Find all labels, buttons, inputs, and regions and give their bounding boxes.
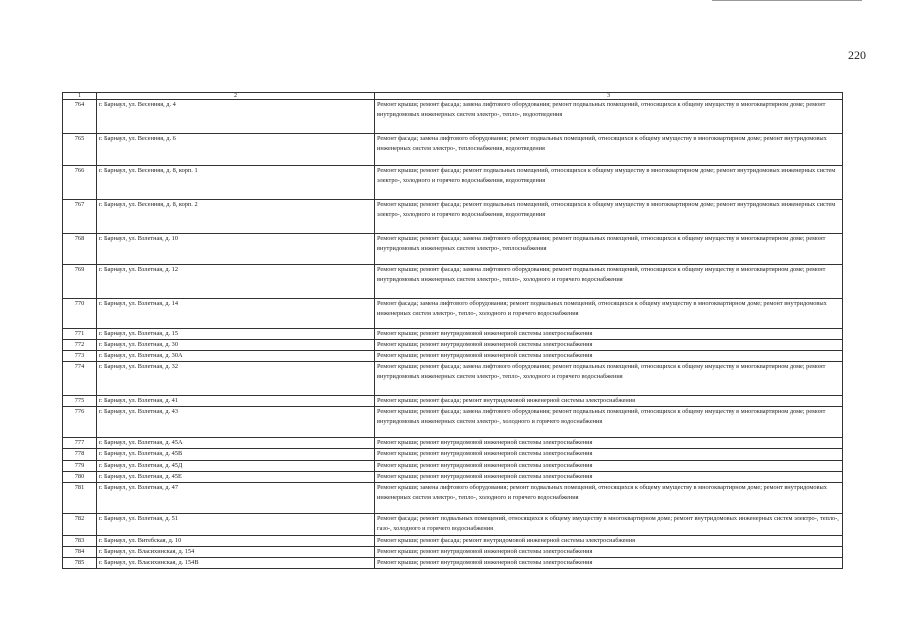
- table-row: [63, 482, 843, 513]
- row-number: 773: [63, 351, 97, 362]
- row-works: Ремонт крыши; замена лифтового оборудования; ремонт подвальных помещений, относящихся к общему имуществу в многоквартирном доме; ремонт внутридомовых инженерных систем электро-, тепло-, холодного и горячего водоснабжения: [375, 482, 843, 513]
- row-address: г. Барнаул, ул. Власихинская, д. 154В: [97, 557, 375, 568]
- row-address: г. Барнаул, ул. Взлетная, д. 51: [97, 513, 375, 535]
- row-works: Ремонт крыши; ремонт фасада; ремонт подвальных помещений, относящихся к общему имуществу в многоквартирном доме; ремонт внутридомовых инженерных систем электро-, холодного и горячего водоснабжения, водоотведения: [375, 166, 843, 200]
- table-row: [63, 340, 843, 351]
- row-address: г. Барнаул, ул. Весенняя, д. 8, корп. 2: [97, 200, 375, 234]
- header-col-2: 2: [97, 93, 375, 100]
- table-row: [63, 546, 843, 557]
- row-number: 775: [63, 396, 97, 407]
- row-works: Ремонт крыши; ремонт внутридомовой инженерной системы электроснабжения: [375, 351, 843, 362]
- table-row: [63, 166, 843, 200]
- row-works: Ремонт крыши; ремонт фасада; ремонт внутридомовой инженерной системы электроснабжения: [375, 396, 843, 407]
- row-number: 784: [63, 546, 97, 557]
- table-row: [63, 471, 843, 482]
- row-number: 769: [63, 265, 97, 299]
- row-works: Ремонт крыши; ремонт фасада; замена лифтового оборудования; ремонт подвальных помещений, относящихся к общему имуществу в многоквартирном доме; ремонт внутридомовых инженерных систем электро-, тепло-, водоотведения: [375, 100, 843, 134]
- table-row: [63, 299, 843, 329]
- row-works: Ремонт крыши; ремонт фасада; ремонт подвальных помещений, относящихся к общему имуществу в многоквартирном доме; ремонт внутридомовых инженерных систем электро-, холодного и горячего водоснабжения, водоотведения: [375, 200, 843, 234]
- row-works: Ремонт крыши; ремонт внутридомовой инженерной системы электроснабжения: [375, 449, 843, 460]
- table-row: [63, 557, 843, 568]
- row-works: Ремонт крыши; ремонт внутридомовой инженерной системы электроснабжения: [375, 546, 843, 557]
- row-address: г. Барнаул, ул. Взлетная, д. 45А: [97, 438, 375, 449]
- row-works: Ремонт крыши; ремонт внутридомовой инженерной системы электроснабжения: [375, 471, 843, 482]
- row-number: 785: [63, 557, 97, 568]
- row-number: 782: [63, 513, 97, 535]
- row-address: г. Барнаул, ул. Взлетная, д. 30: [97, 340, 375, 351]
- row-address: г. Барнаул, ул. Весенняя, д. 4: [97, 100, 375, 134]
- table-row: [63, 265, 843, 299]
- table-row: [63, 407, 843, 438]
- table-row: [63, 438, 843, 449]
- row-number: 780: [63, 471, 97, 482]
- table-row: [63, 513, 843, 535]
- row-address: г. Барнаул, ул. Взлетная, д. 14: [97, 299, 375, 329]
- row-address: г. Барнаул, ул. Власихинская, д. 154: [97, 546, 375, 557]
- row-number: 771: [63, 329, 97, 340]
- row-works: Ремонт крыши; ремонт фасада; замена лифтового оборудования; ремонт подвальных помещений, относящихся к общему имуществу в многоквартирном доме; ремонт внутридомовых инженерных систем электро-, холодного и горячего водоснабжения: [375, 407, 843, 438]
- row-works: Ремонт крыши; ремонт фасада; замена лифтового оборудования; ремонт подвальных помещений, относящихся к общему имуществу в многоквартирном доме; ремонт внутридомовых инженерных систем электро-, теплоснабжения: [375, 234, 843, 265]
- table-row: [63, 134, 843, 166]
- row-address: г. Барнаул, ул. Взлетная, д. 30А: [97, 351, 375, 362]
- row-address: г. Барнаул, ул. Весенняя, д. 8, корп. 1: [97, 166, 375, 200]
- row-works: Ремонт фасада; ремонт подвальных помещений, относящихся к общему имуществу в многоквартирном доме; ремонт внутридомовых инженерных систем электро-, тепло-, газо-, холодного и горячего водоснабжения: [375, 513, 843, 535]
- row-works: Ремонт крыши; ремонт фасада; замена лифтового оборудования; ремонт подвальных помещений, относящихся к общему имуществу в многоквартирном доме; ремонт внутридомовых инженерных систем электро-, тепло-, холодного и горячего водоснабжения: [375, 362, 843, 396]
- row-works: Ремонт крыши; ремонт фасада; ремонт внутридомовой инженерной системы электроснабжения: [375, 535, 843, 546]
- row-address: г. Барнаул, ул. Витебская, д. 10: [97, 535, 375, 546]
- row-number: 783: [63, 535, 97, 546]
- table-row: [63, 449, 843, 460]
- row-address: г. Барнаул, ул. Взлетная, д. 47: [97, 482, 375, 513]
- row-works: Ремонт крыши; ремонт фасада; замена лифтового оборудования; ремонт подвальных помещений, относящихся к общему имуществу в многоквартирном доме; ремонт внутридомовых инженерных систем электро-, тепло-, холодного и горячего водоснабжения: [375, 265, 843, 299]
- top-edge-line: [712, 0, 862, 1]
- row-works: Ремонт фасада; замена лифтового оборудования; ремонт подвальных помещений, относящихся к общему имуществу в многоквартирном доме; ремонт внутридомовых инженерных систем электро-, теплоснабжения, водоотведения: [375, 134, 843, 166]
- table-row: [63, 329, 843, 340]
- row-address: г. Барнаул, ул. Взлетная, д. 32: [97, 362, 375, 396]
- table-row: [63, 535, 843, 546]
- row-number: 770: [63, 299, 97, 329]
- row-number: 772: [63, 340, 97, 351]
- works-table: [62, 92, 843, 569]
- header-col-1: 1: [63, 93, 97, 100]
- table-body: [63, 93, 843, 569]
- table-row: [63, 362, 843, 396]
- row-address: г. Барнаул, ул. Взлетная, д. 12: [97, 265, 375, 299]
- row-number: 765: [63, 134, 97, 166]
- table-row: [63, 396, 843, 407]
- row-address: г. Барнаул, ул. Взлетная, д. 10: [97, 234, 375, 265]
- row-works: Ремонт крыши; ремонт внутридомовой инженерной системы электроснабжения: [375, 329, 843, 340]
- row-works: Ремонт крыши; ремонт внутридомовой инженерной системы электроснабжения: [375, 340, 843, 351]
- row-address: г. Барнаул, ул. Взлетная, д. 15: [97, 329, 375, 340]
- page-number: 220: [848, 48, 866, 62]
- table-row: [63, 460, 843, 471]
- row-number: 779: [63, 460, 97, 471]
- table-row: [63, 351, 843, 362]
- table-row: [63, 200, 843, 234]
- row-number: 781: [63, 482, 97, 513]
- row-address: г. Барнаул, ул. Взлетная, д. 45Е: [97, 471, 375, 482]
- row-works: Ремонт фасада; замена лифтового оборудования; ремонт подвальных помещений, относящихся к общему имуществу в многоквартирном доме; ремонт внутридомовых инженерных систем электро-, тепло-, холодного и горячего водоснабжения: [375, 299, 843, 329]
- row-works: Ремонт крыши; ремонт внутридомовой инженерной системы электроснабжения: [375, 438, 843, 449]
- row-works: Ремонт крыши; ремонт внутридомовой инженерной системы электроснабжения: [375, 460, 843, 471]
- row-address: г. Барнаул, ул. Взлетная, д. 45В: [97, 449, 375, 460]
- row-works: Ремонт крыши; ремонт внутридомовой инженерной системы электроснабжения: [375, 557, 843, 568]
- row-number: 768: [63, 234, 97, 265]
- row-address: г. Барнаул, ул. Весенняя, д. 6: [97, 134, 375, 166]
- table-row: [63, 234, 843, 265]
- row-number: 764: [63, 100, 97, 134]
- row-address: г. Барнаул, ул. Взлетная, д. 41: [97, 396, 375, 407]
- row-number: 777: [63, 438, 97, 449]
- row-address: г. Барнаул, ул. Взлетная, д. 45Д: [97, 460, 375, 471]
- table-row: [63, 100, 843, 134]
- row-number: 778: [63, 449, 97, 460]
- row-number: 774: [63, 362, 97, 396]
- header-col-3: 3: [375, 93, 843, 100]
- row-number: 776: [63, 407, 97, 438]
- header-row: [63, 93, 843, 100]
- row-number: 767: [63, 200, 97, 234]
- row-address: г. Барнаул, ул. Взлетная, д. 43: [97, 407, 375, 438]
- row-number: 766: [63, 166, 97, 200]
